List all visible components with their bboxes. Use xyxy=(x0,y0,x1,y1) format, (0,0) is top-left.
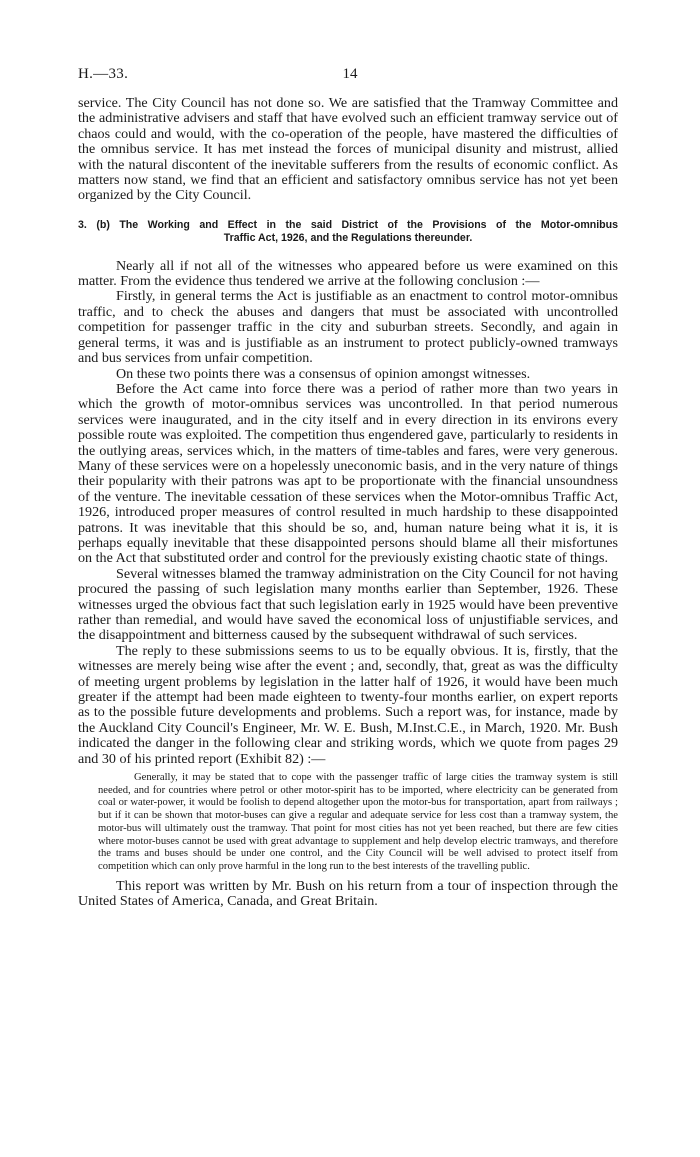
paragraph: Before the Act came into force there was a period of rather more than two years in which the growth of motor-omnibus services was uncontrolled. In that period numerous services were inaugurated, and in the city itself and in every direction in its environs every possible route was exploited. The competition thus engendered gave, particularly to residents in the outlying areas, services which, in the matters of time-tables and fares, were very generous. Many of these services were on a hopelessly uneconomic basis, and in the very nature of things their popularity with their patrons was apt to be proportionate with the financial unsoundness of the venture. The inevitable cessation of these services when the Motor-omnibus Traffic Act, 1926, introduced proper measures of control resulted in much hardship to these disappointed patrons. It was inevitable that this should be so, and, human nature being what it is, it is perhaps equally inevitable that these disappointed persons should blame all their misfortunes on the Act that substituted order and control for the previously existing chaotic state of things. xyxy=(78,380,618,567)
document-body xyxy=(78,96,618,910)
section-heading-line-1: 3. (b) The Working and Effect in the said District of the Provisions of the Motor-omnibus xyxy=(78,218,618,231)
paragraph: The reply to these submissions seems to us to be equally obvious. It is, firstly, that the witnesses are merely being wise after the event ; and, secondly, that, great as was the difficulty of meeting urgent problems by legislation in the latter half of 1926, it would have been much greater if the attempt had been made eighteen to twenty-four months earlier, on expert reports as to the possible future developments and problems. Such a report was, for instance, made by the Auckland City Council's Engineer, Mr. W. E. Bush, M.Inst.C.E., in March, 1920. Mr. Bush indicated the danger in the following clear and striking words, which we quote from pages 29 and 30 of his printed report (Exhibit 82) :— xyxy=(78,642,618,767)
paragraph: Nearly all if not all of the witnesses who appeared before us were examined on this matter. From the evidence thus tendered we arrive at the following conclusion :— xyxy=(78,257,618,290)
section-heading-line-2: Traffic Act, 1926, and the Regulations thereunder. xyxy=(223,232,473,245)
paragraph: Firstly, in general terms the Act is justifiable as an enactment to control motor-omnibus traffic, and to check the abuses and dangers that must be associated with uncontrolled competition for passenger traffic in the city and suburban streets. Secondly, and again in general terms, it was and is justifiable as an instrument to protect publicly-owned tramways and bus services from unfair competition. xyxy=(78,288,618,367)
paragraph-continued: service. The City Council has not done so. We are satisfied that the Tramway Committee and the administrative advisers and staff that have evolved such an efficient tramway service out of chaos could and would, with the co-operation of the people, have mastered the difficulties of the omnibus service. It has met instead the forces of municipal disunity and mistrust, allied with the natural discontent of the inevitable sufferers from the results of economic conflict. As matters now stand, we find that an efficient and satisfactory omnibus service has not yet been organized by the City Council. xyxy=(78,95,618,204)
closing-paragraph: This report was written by Mr. Bush on his return from a tour of inspection through the United States of America, Canada, and Great Britain. xyxy=(78,877,618,910)
paragraph: On these two points there was a consensus of opinion amongst witnesses. xyxy=(116,365,531,382)
page-number: 14 xyxy=(342,66,358,82)
document-reference: H.—33. xyxy=(78,66,129,82)
section-heading xyxy=(78,219,618,246)
paragraph: Several witnesses blamed the tramway administration on the City Council for not having procured the passing of such legislation many months earlier than September, 1926. These witnesses urged the obvious fact that such legislation early in 1925 would have been preventive rather than remedial, and would have saved the economical loss of unjustifiable services, and the disappointment and bitterness caused by the subsequent withdrawal of such services. xyxy=(78,565,618,644)
report-quotation: Generally, it may be stated that to cope with the passenger traffic of large cities the tramway system is still needed, and for countries where petrol or other motor-spirit has to be imported, where electricity can be generated from coal or water-power, it would be foolish to depend altogether upon the motor-bus for transportation, apart from railways ; but if it can be shown that motor-buses can give a regular and adequate service for less cost than a tramway system, the motor-bus will ultimately oust the tramway. That point for most cities has not yet been reached, but there are few cities where motor-buses cannot be used with great advantage to supplement and help develop electric tramways, and therefore the trams and buses should be under one control, and the City Council will be well advised to protect itself from competition which can only prove harmful in the long run to the best interests of the travelling public. xyxy=(98,772,618,872)
